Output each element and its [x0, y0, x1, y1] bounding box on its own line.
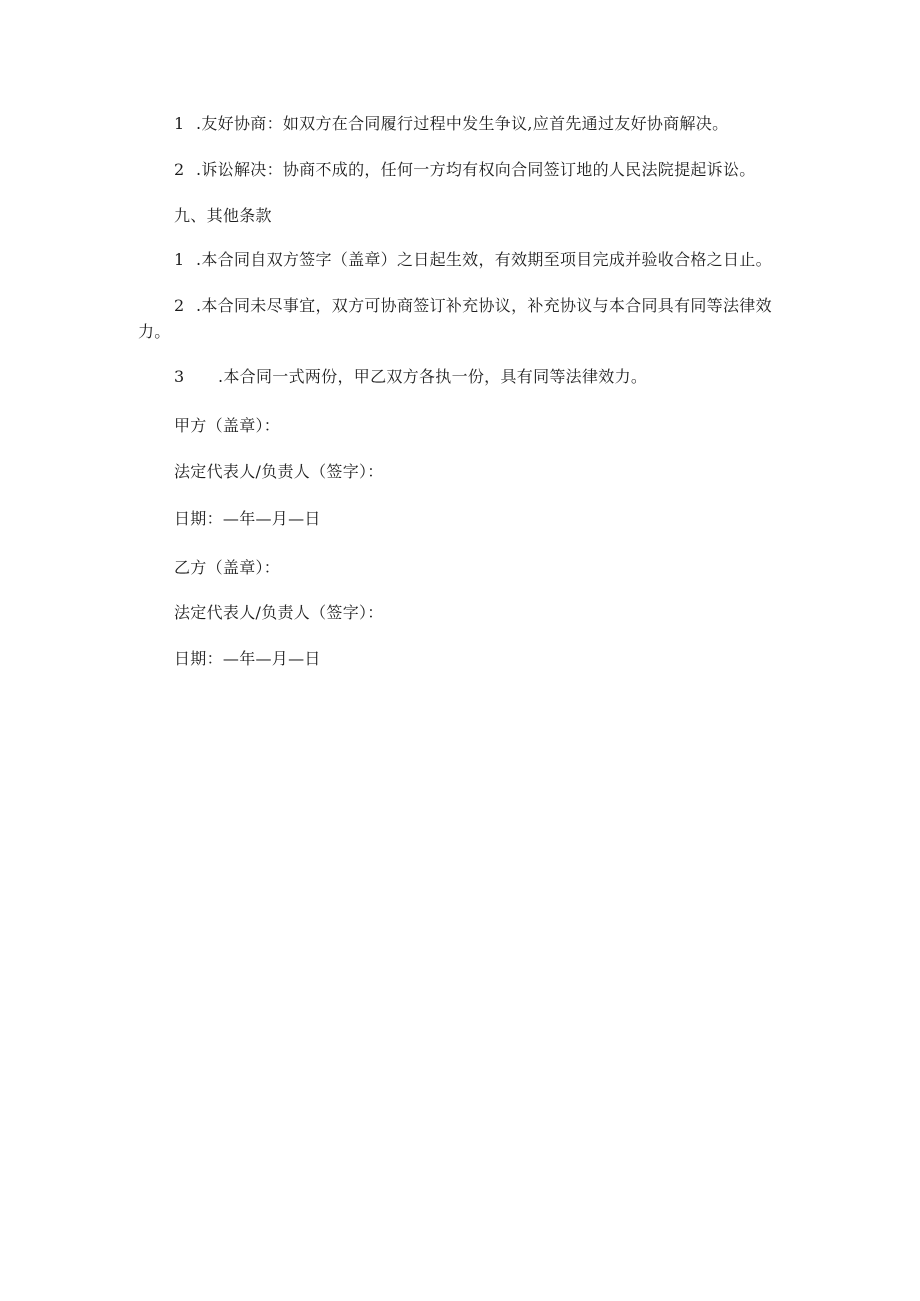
clause-supplementary	[138, 293, 788, 345]
clause-text: .本合同一式两份，甲乙双方各执一份，具有同等法律效力。	[218, 367, 648, 386]
clause-number: 1	[174, 114, 185, 133]
clause-text: .本合同未尽事宜，双方可协商签订补充协议，补充协议与本合同具有同等法律效力。	[138, 296, 772, 341]
clause-number: 2	[174, 160, 185, 179]
party-b-seal: 乙方（盖章）：	[174, 558, 281, 577]
section-title: 九、其他条款	[174, 206, 272, 225]
party-a-representative: 法定代表人/负责人（签字）：	[174, 462, 384, 481]
clause-friendly-negotiation	[174, 112, 728, 136]
clause-number: 1	[174, 250, 185, 269]
clause-copies	[174, 365, 647, 389]
party-a-date: 日期：—年—月—日	[174, 509, 321, 528]
party-b-date: 日期：—年—月—日	[174, 649, 321, 668]
clause-text: .诉讼解决：协商不成的，任何一方均有权向合同签订地的人民法院提起诉讼。	[196, 160, 756, 179]
clause-litigation	[174, 158, 756, 182]
clause-effective-date	[174, 248, 772, 272]
clause-text: .友好协商：如双方在合同履行过程中发生争议,应首先通过友好协商解决。	[196, 114, 729, 133]
clause-text: .本合同自双方签字（盖章）之日起生效，有效期至项目完成并验收合格之日止。	[196, 250, 772, 269]
party-a-seal: 甲方（盖章）：	[174, 416, 281, 435]
clause-number: 2	[174, 296, 185, 315]
clause-number: 3	[174, 367, 185, 386]
party-b-representative: 法定代表人/负责人（签字）：	[174, 603, 384, 622]
